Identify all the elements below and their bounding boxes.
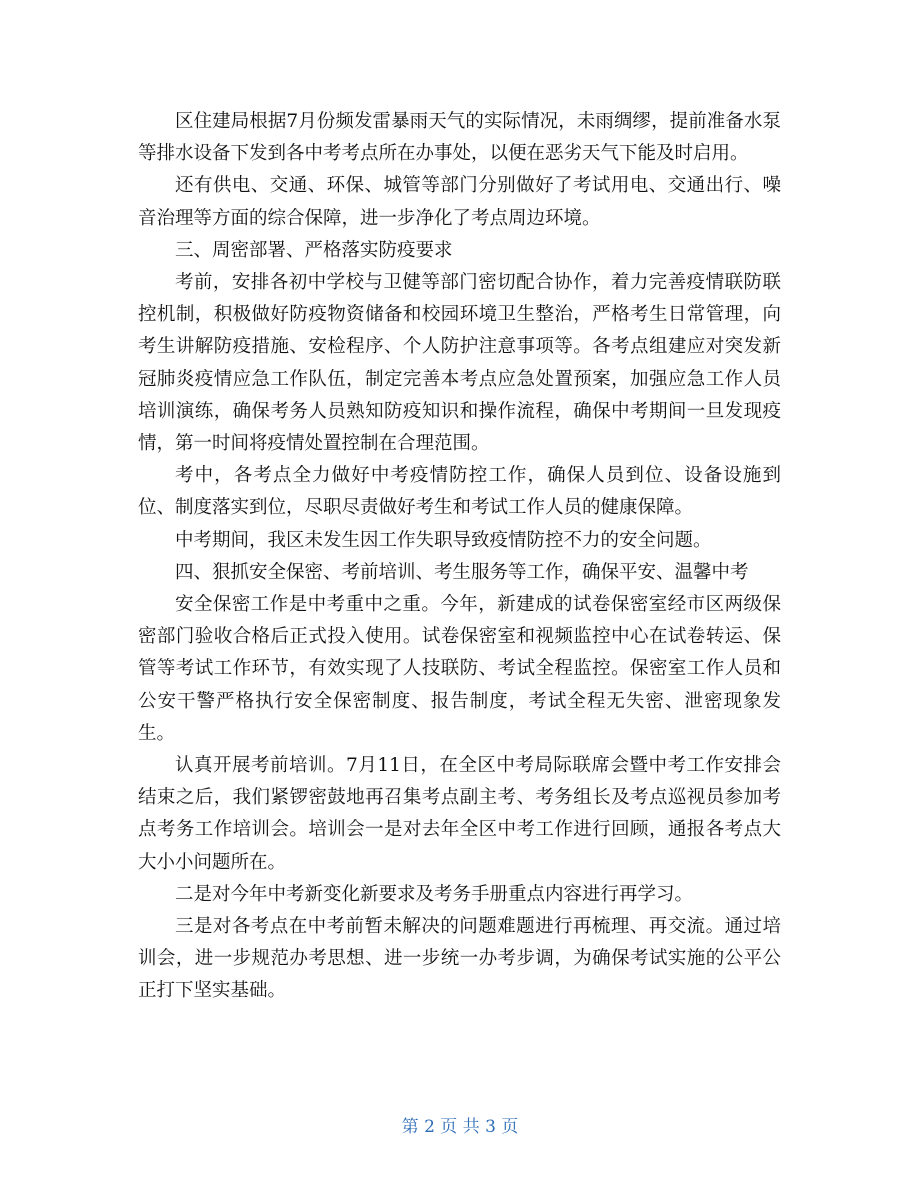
paragraph: 安全保密工作是中考重中之重。今年，新建成的试卷保密室经市区两级保密部门验收合格后正式投入使用。试卷保密室和视频监控中心在试卷转运、保管等考试工作环节，有效实现了人技联防、考试全程监控。保密室工作人员和公安干警严格执行安全保密制度、报告制度，考试全程无失密、泄密现象发生。 [138, 594, 781, 744]
section-heading: 三、周密部署、严格落实防疫要求 [175, 239, 453, 261]
paragraph: 二是对今年中考新变化新要求及考务手册重点内容进行再学习。 [175, 883, 694, 905]
paragraph: 区住建局根据7月份频发雷暴雨天气的实际情况，未雨绸缪，提前准备水泵等排水设备下发到各中考考点所在办事处，以便在恶劣天气下能及时启用。 [138, 111, 781, 165]
paragraph: 考前，安排各初中学校与卫健等部门密切配合协作，着力完善疫情联防联控机制，积极做好防疫物资储备和校园环境卫生整治，严格考生日常管理，向考生讲解防疫措施、安检程序、个人防护注意事项等。各考点组建应对突发新冠肺炎疫情应急工作队伍，制定完善本考点应急处置预案，加强应急工作人员培训演练，确保考务人员熟知防疫知识和操作流程，确保中考期间一旦发现疫情，第一时间将疫情处置控制在合理范围。 [138, 272, 781, 455]
page-number-footer: 第 2 页 共 3 页 [401, 1117, 519, 1137]
paragraph: 还有供电、交通、环保、城管等部门分别做好了考试用电、交通出行、噪音治理等方面的综合保障，进一步净化了考点周边环境。 [138, 175, 781, 229]
section-heading: 四、狠抓安全保密、考前培训、考生服务等工作，确保平安、温馨中考 [175, 561, 749, 583]
document-body [138, 106, 781, 1008]
paragraph: 考中，各考点全力做好中考疫情防控工作，确保人员到位、设备设施到位、制度落实到位，尽职尽责做好考生和考试工作人员的健康保障。 [138, 465, 781, 519]
paragraph: 认真开展考前培训。7月11日，在全区中考局际联席会暨中考工作安排会结束之后，我们紧锣密鼓地再召集考点副主考、考务组长及考点巡视员参加考点考务工作培训会。培训会一是对去年全区中考工作进行回顾，通报各考点大大小小问题所在。 [138, 755, 781, 873]
paragraph: 三是对各考点在中考前暂未解决的问题难题进行再梳理、再交流。通过培训会，进一步规范办考思想、进一步统一办考步调，为确保考试实施的公平公正打下坚实基础。 [138, 916, 781, 1002]
paragraph: 中考期间，我区未发生因工作失职导致疫情防控不力的安全问题。 [175, 529, 712, 551]
